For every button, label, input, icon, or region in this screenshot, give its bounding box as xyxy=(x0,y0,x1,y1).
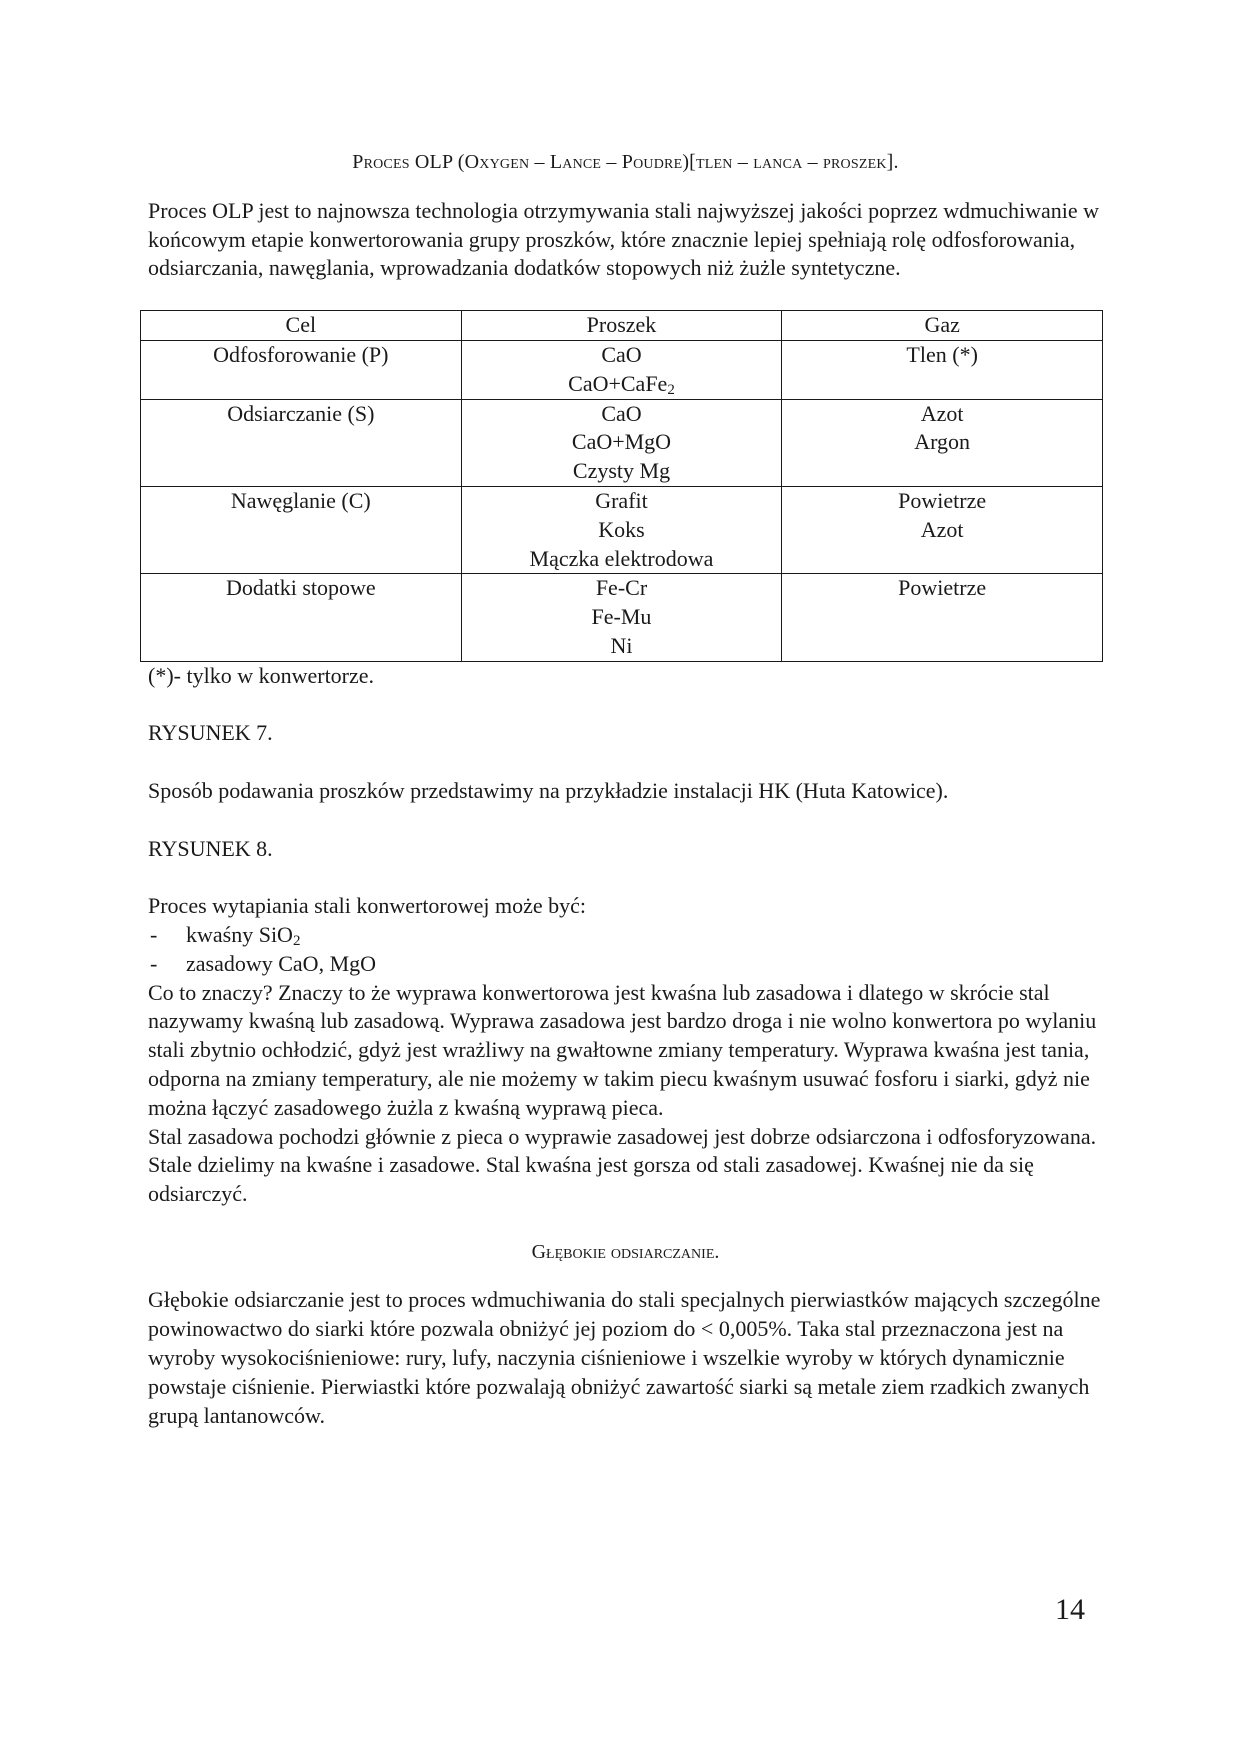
cell-line: CaO xyxy=(601,341,642,367)
list-item-text: zasadowy CaO, MgO xyxy=(186,950,377,976)
list-item-text: kwaśny SiO xyxy=(186,921,293,947)
cell-gaz xyxy=(782,340,1103,399)
intro-paragraph: Proces OLP jest to najnowsza technologia otrzymywania stali najwyższej jakości poprzez wdmuchiwanie w końcowym etapie konwertorowania grupy proszków, które znacznie lepiej spełniają rolę odfosforowania, odsiarczania, nawęglania, wprowadzania dodatków stopowych niż żużle syntetyczne. xyxy=(148,197,1100,281)
section-title-olp: Proces OLP (Oxygen – Lance – Poudre)[tlen – lanca – proszek]. xyxy=(352,151,899,173)
cell-line: Grafit xyxy=(595,487,648,513)
cell-line: Azot xyxy=(920,516,964,542)
formula-subscript: 2 xyxy=(292,932,301,949)
cell-line: Ni xyxy=(610,632,633,658)
figure-8-label: RYSUNEK 8. xyxy=(148,835,273,861)
list-item xyxy=(148,950,1103,979)
cell-cel: Odfosforowanie (P) xyxy=(141,340,462,399)
column-header-gaz: Gaz xyxy=(782,311,1103,341)
cell-line: Czysty Mg xyxy=(572,458,671,484)
cell-line xyxy=(462,370,782,399)
cell-proszek xyxy=(461,399,782,486)
cell-line: Fe-Cr xyxy=(595,575,648,601)
cell-line: Fe-Mu xyxy=(591,604,652,630)
powder-supply-paragraph: Sposób podawania proszków przedstawimy na przykładzie instalacji HK (Huta Katowice). xyxy=(148,777,949,803)
cell-proszek xyxy=(461,340,782,399)
melting-paragraph-2: Stal zasadowa pochodzi głównie z pieca o wyprawie zasadowej jest dobrze odsiarczona i odfosforyzowana. xyxy=(148,1123,1097,1149)
deep-desulfurization-paragraph: Głębokie odsiarczanie jest to proces wdmuchiwania do stali specjalnych pierwiastków mających szczególne powinowactwo do siarki które pozwala obniżyć jej poziom do < 0,005%. Taka stal przeznaczona jest na wyroby wysokociśnieniowe: rury, lufy, naczynia ciśnieniowe i wszelkie wyroby w których dynamicznie powstaje ciśnienie. Pierwiastki które pozwalają obniżyć zawartość siarki są metale ziem rzadkich zwanych grupą lantanowców. xyxy=(148,1287,1101,1428)
section-title-deep-desulfurization: Głębokie odsiarczanie. xyxy=(531,1240,720,1263)
table-row xyxy=(141,399,1103,486)
list-dash: - xyxy=(150,950,158,976)
formula-subscript: 2 xyxy=(667,381,675,398)
table-row xyxy=(141,574,1103,661)
cell-line: Azot xyxy=(920,400,964,426)
cell-line: Powietrze xyxy=(898,487,987,513)
cell-line: Mączka elektrodowa xyxy=(529,545,714,571)
cell-line: Tlen (*) xyxy=(906,341,978,367)
cell-gaz xyxy=(782,399,1103,486)
cell-gaz xyxy=(782,486,1103,573)
cell-gaz xyxy=(782,574,1103,661)
cell-line: CaO+MgO xyxy=(571,429,672,455)
cell-line: Koks xyxy=(598,516,645,542)
olp-table xyxy=(140,310,1103,662)
melting-paragraph-3: Stale dzielimy na kwaśne i zasadowe. Stal kwaśna jest gorsza od stali zasadowej. Kwaśnej nie da się odsiarczyć. xyxy=(148,1152,1034,1207)
formula-text: CaO+CaFe xyxy=(568,370,668,396)
page-number: 14 xyxy=(1055,1593,1085,1626)
figure-7-label: RYSUNEK 7. xyxy=(148,720,273,746)
column-header-cel: Cel xyxy=(141,311,462,341)
cell-proszek xyxy=(461,574,782,661)
table-row xyxy=(141,340,1103,399)
list-dash: - xyxy=(150,921,158,947)
column-header-proszek: Proszek xyxy=(461,311,782,341)
cell-cel: Dodatki stopowe xyxy=(141,574,462,661)
list-item xyxy=(148,921,1103,950)
cell-proszek xyxy=(461,486,782,573)
document-page xyxy=(148,148,1103,1430)
table-header-row xyxy=(141,311,1103,341)
cell-line: Powietrze xyxy=(898,575,987,601)
melting-paragraph-1: Co to znaczy? Znaczy to że wyprawa konwertorowa jest kwaśna lub zasadowa i dlatego w skrócie stal nazywamy kwaśną lub zasadową. Wyprawa zasadowa jest bardzo droga i nie wolno konwertora po wylaniu stali zbytnio ochłodzić, gdyż jest wrażliwy na gwałtowne zmiany temperatury. Wyprawa kwaśna jest tania, odporna na zmiany temperatury, ale nie możemy w takim piecu kwaśnym usuwać fosforu i siarki, gdyż nie można łączyć zasadowego żużla z kwaśną wyprawą pieca. xyxy=(148,979,1097,1120)
table-footnote: (*)- tylko w konwertorze. xyxy=(148,662,375,688)
cell-line: CaO xyxy=(601,400,642,426)
cell-line: Argon xyxy=(914,429,971,455)
melting-lead: Proces wytapiania stali konwertorowej może być: xyxy=(148,893,587,919)
cell-cel: Odsiarczanie (S) xyxy=(141,399,462,486)
table-row xyxy=(141,486,1103,573)
cell-cel: Nawęglanie (C) xyxy=(141,486,462,573)
